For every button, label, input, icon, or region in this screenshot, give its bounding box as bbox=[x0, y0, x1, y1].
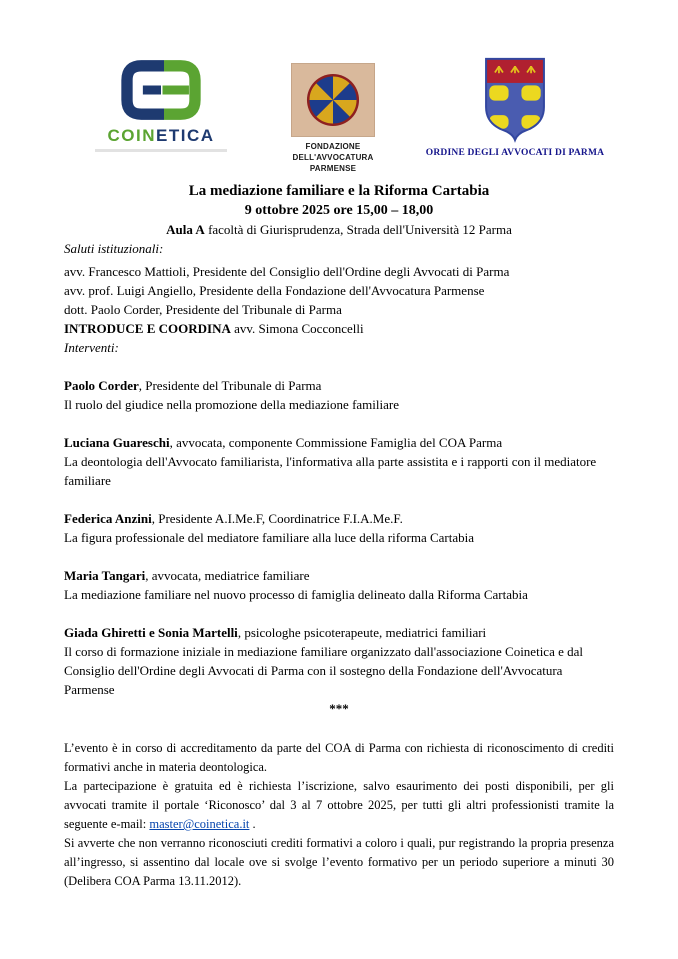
speaker-name: Federica Anzini bbox=[64, 511, 152, 526]
note-registration bbox=[64, 777, 614, 834]
event-location-address: facoltà di Giurisprudenza, Strada dell'Università 12 Parma bbox=[204, 222, 512, 237]
fondazione-caption-line: DELL'AVVOCATURA bbox=[292, 153, 374, 162]
coinetica-wordmark-green: COIN bbox=[107, 126, 156, 145]
speaker-line bbox=[64, 623, 614, 642]
note-attendance: Si avverte che non verranno riconosciuti crediti formativi a coloro i quali, pur registrando la propria presenza all’ingresso, si assentino dal locale ove si svolge l’evento formativo per un periodo superiore a minuti 30 (Delibera COA Parma 13.11.2012). bbox=[64, 836, 614, 888]
introduce-person: avv. Simona Cocconcelli bbox=[230, 321, 364, 336]
speaker-line bbox=[64, 566, 614, 585]
fondazione-caption-line: PARMENSE bbox=[309, 164, 357, 173]
interventi-heading: Interventi: bbox=[64, 340, 119, 355]
coinetica-logo bbox=[85, 56, 237, 152]
speaker-role: , Presidente A.I.Me.F, Coordinatrice F.I.A.Me.F. bbox=[151, 511, 403, 526]
speaker-topic: Il corso di formazione iniziale in mediazione familiare organizzato dall'associazione Coinetica e dal Consiglio dell'Ordine degli Avvocati di Parma con il sostegno della Fondazione dell'Avvocatura Parmense bbox=[64, 644, 583, 697]
event-location bbox=[64, 220, 614, 239]
speaker-name: Giada Ghiretti e Sonia Martelli bbox=[64, 625, 238, 640]
accreditation-notes bbox=[64, 739, 614, 891]
fondazione-caption-line: FONDAZIONE bbox=[305, 142, 361, 151]
event-datetime: 9 ottobre 2025 ore 15,00 – 18,00 bbox=[244, 203, 434, 218]
speaker-block bbox=[64, 509, 614, 547]
section-separator: *** bbox=[329, 701, 349, 716]
coinetica-logo-icon bbox=[115, 56, 207, 124]
speaker-line bbox=[64, 509, 614, 528]
speaker-line bbox=[64, 376, 614, 395]
speaker-block bbox=[64, 566, 614, 604]
coinetica-tagline-faint bbox=[95, 149, 227, 152]
ordine-shield-icon bbox=[476, 54, 554, 144]
speaker-name: Luciana Guareschi bbox=[64, 435, 170, 450]
fondazione-pinwheel-icon bbox=[291, 63, 375, 137]
saluti-line: avv. prof. Luigi Angiello, Presidente della Fondazione dell'Avvocatura Parmense bbox=[64, 283, 485, 298]
event-title: La mediazione familiare e la Riforma Cartabia bbox=[188, 183, 490, 199]
document-body bbox=[0, 182, 678, 891]
speaker-topic: La figura professionale del mediatore familiare alla luce della riforma Cartabia bbox=[64, 530, 475, 545]
note-registration-text: La partecipazione è gratuita ed è richiesta l’iscrizione, salvo esaurimento dei posti disponibili, per gli avvocati tramite il portale ‘Riconosco’ dal 3 al 7 ottobre 2025, per tutti gli altri professionisti tramite la seguente e-mail: bbox=[64, 779, 614, 831]
ordine-logo bbox=[408, 54, 622, 158]
speaker-topic: La mediazione familiare nel nuovo processo di famiglia delineato dalla Riforma Cartabia bbox=[64, 587, 528, 602]
saluti-heading: Saluti istituzionali: bbox=[64, 241, 164, 256]
speaker-block bbox=[64, 433, 614, 490]
speaker-role: , avvocata, mediatrice familiare bbox=[145, 568, 310, 583]
speaker-role: , psicologhe psicoterapeute, mediatrici familiari bbox=[237, 625, 487, 640]
speaker-role: , avvocata, componente Commissione Famiglia del COA Parma bbox=[169, 435, 503, 450]
speaker-topic: La deontologia dell'Avvocato familiarista, l'informativa alla parte assistita e i rapporti con il mediatore familiare bbox=[64, 454, 597, 488]
introduce-line bbox=[64, 319, 614, 338]
speaker-name: Paolo Corder bbox=[64, 378, 139, 393]
saluti-list bbox=[64, 262, 614, 319]
speaker-topic: Il ruolo del giudice nella promozione della mediazione familiare bbox=[64, 397, 399, 412]
logo-header bbox=[0, 0, 678, 182]
note-accreditation: L’evento è in corso di accreditamento da parte del COA di Parma con richiesta di riconoscimento di crediti formativi anche in materia deontologica. bbox=[64, 741, 614, 774]
coinetica-wordmark bbox=[85, 126, 237, 146]
speaker-line bbox=[64, 433, 614, 452]
speaker-block bbox=[64, 623, 614, 699]
saluti-line: avv. Francesco Mattioli, Presidente del Consiglio dell'Ordine degli Avvocati di Parma bbox=[64, 264, 510, 279]
speaker-name: Maria Tangari bbox=[64, 568, 146, 583]
saluti-line: dott. Paolo Corder, Presidente del Tribunale di Parma bbox=[64, 302, 342, 317]
note-registration-end: . bbox=[249, 817, 256, 831]
speaker-block bbox=[64, 376, 614, 414]
speaker-role: , Presidente del Tribunale di Parma bbox=[138, 378, 322, 393]
introduce-label: INTRODUCE E COORDINA bbox=[64, 321, 231, 336]
email-link[interactable]: master@coinetica.it bbox=[149, 817, 250, 831]
event-location-room: Aula A bbox=[166, 222, 205, 237]
ordine-caption: ORDINE DEGLI AVVOCATI DI PARMA bbox=[425, 148, 605, 158]
coinetica-wordmark-navy: ETICA bbox=[156, 126, 215, 145]
fondazione-logo bbox=[282, 63, 384, 174]
fondazione-caption bbox=[282, 141, 384, 174]
